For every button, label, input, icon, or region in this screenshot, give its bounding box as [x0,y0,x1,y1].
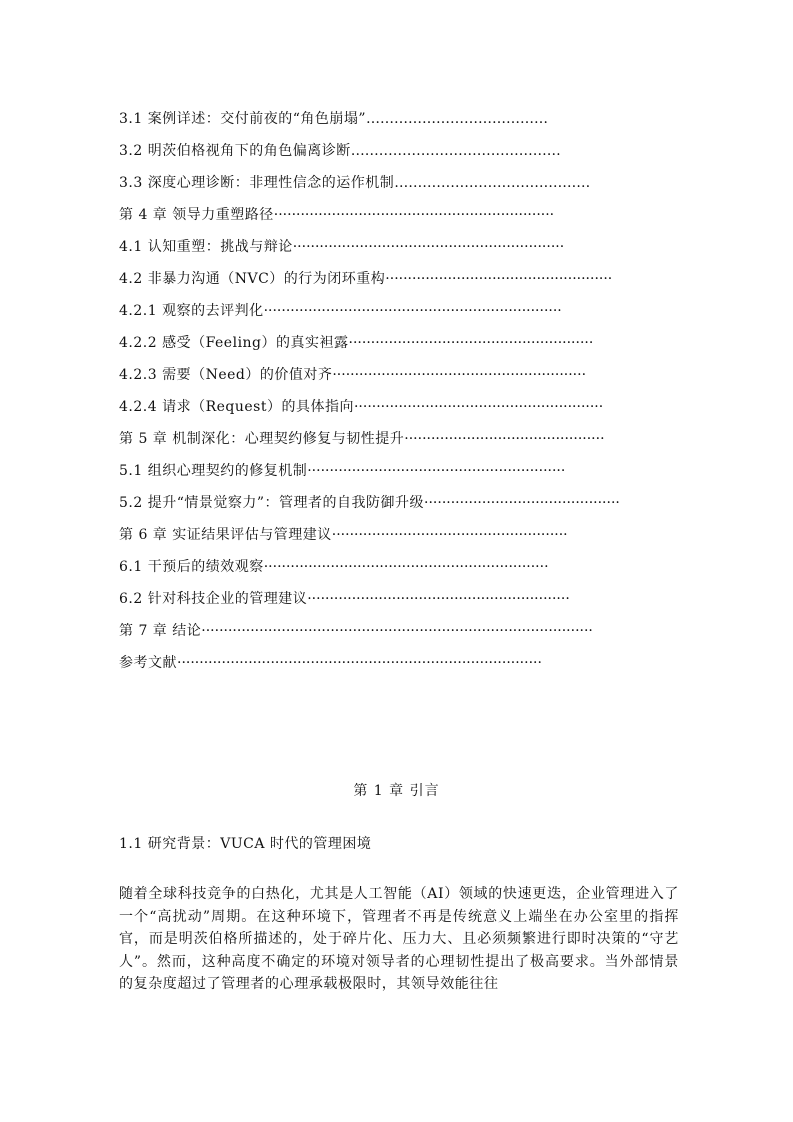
toc-entry-title: 3.3 深度心理诊断：非理性信念的运作机制 [119,175,395,191]
toc-entry [119,423,679,455]
toc-leader-dots: ……………………………………… [350,143,561,159]
toc-leader-dots: ··················································· [385,271,613,287]
toc-entry-title: 4.2.1 观察的去评判化 [119,303,264,319]
toc-leader-dots: ·················································································· [177,655,542,671]
toc-entry-title: 4.2.2 感受（Feeling）的真实袒露 [119,335,349,351]
toc-leader-dots: ··································································· [263,303,562,319]
toc-leader-dots: ······························································· [273,207,555,223]
section-heading: 1.1 研究背景：VUCA 时代的管理困境 [119,836,372,852]
toc-leader-dots: ··························································· [307,591,570,607]
toc-entry [119,263,679,295]
toc-leader-dots: ························································ [353,399,604,415]
toc-entry [119,327,679,359]
toc-leader-dots: ………………………………… [366,111,549,127]
toc-leader-dots: ························································································ [201,623,593,639]
toc-leader-dots: ····················································· [331,527,568,543]
toc-entry [119,615,679,647]
toc-entry [119,167,679,199]
toc-entry-title: 4.2 非暴力沟通（NVC）的行为闭环重构 [119,271,386,287]
toc-entry-title: 3.1 案例详述：交付前夜的“角色崩塌” [119,111,367,127]
toc-entry-title: 5.2 提升“情景觉察力”：管理者的自我防御升级 [119,495,425,511]
toc-entry [119,295,679,327]
toc-entry [119,231,679,263]
toc-entry [119,135,679,167]
toc-entry-title: 第 4 章 领导力重塑路径 [119,207,274,223]
toc-entry-title: 6.1 干预后的绩效观察 [119,559,264,575]
toc-entry-title: 4.2.4 请求（Request）的具体指向 [119,399,354,415]
toc-entry-title: 第 7 章 结论 [119,623,202,639]
toc-entry [119,487,679,519]
toc-entry-title: 第 6 章 实证结果评估与管理建议 [119,527,332,543]
toc-entry [119,647,679,679]
toc-entry-title: 4.2.3 需要（Need）的价值对齐 [119,367,333,383]
toc-entry-title: 5.1 组织心理契约的修复机制 [119,463,308,479]
table-of-contents [119,103,679,679]
toc-entry [119,391,679,423]
toc-entry [119,103,679,135]
toc-leader-dots: ············································ [424,495,620,511]
toc-leader-dots: ············································· [404,431,605,447]
toc-entry [119,583,679,615]
toc-leader-dots: ······················································· [348,335,594,351]
toc-leader-dots: ·························································· [307,463,566,479]
toc-leader-dots: ································································ [263,559,549,575]
toc-entry [119,199,679,231]
toc-entry-title: 3.2 明茨伯格视角下的角色偏离诊断 [119,143,351,159]
toc-entry [119,519,679,551]
toc-entry [119,455,679,487]
toc-leader-dots: ····························································· [292,239,565,255]
toc-entry-title: 4.1 认知重塑：挑战与辩论 [119,239,293,255]
toc-leader-dots: …………………………………… [394,175,591,191]
toc-entry-title: 参考文献 [119,655,177,671]
toc-entry-title: 6.2 针对科技企业的管理建议 [119,591,308,607]
toc-entry [119,551,679,583]
chapter-title: 第 1 章 引言 [353,783,440,799]
toc-entry-title: 第 5 章 机制深化：心理契约修复与韧性提升 [119,431,405,447]
body-paragraph: 随着全球科技竞争的白热化，尤其是人工智能（AI）领域的快速更迭，企业管理进入了一个“高扰动”周期。在这种环境下，管理者不再是传统意义上端坐在办公室里的指挥官，而是明茨伯格所描述的，处于碎片化、压力大、且必须频繁进行即时决策的“守艺人”。然而，这种高度不确定的环境对领导者的心理韧性提出了极高要求。当外部情景的复杂度超过了管理者的心理承载极限时，其领导效能往往 [119,886,679,992]
toc-leader-dots: ························································· [332,367,587,383]
toc-entry [119,359,679,391]
